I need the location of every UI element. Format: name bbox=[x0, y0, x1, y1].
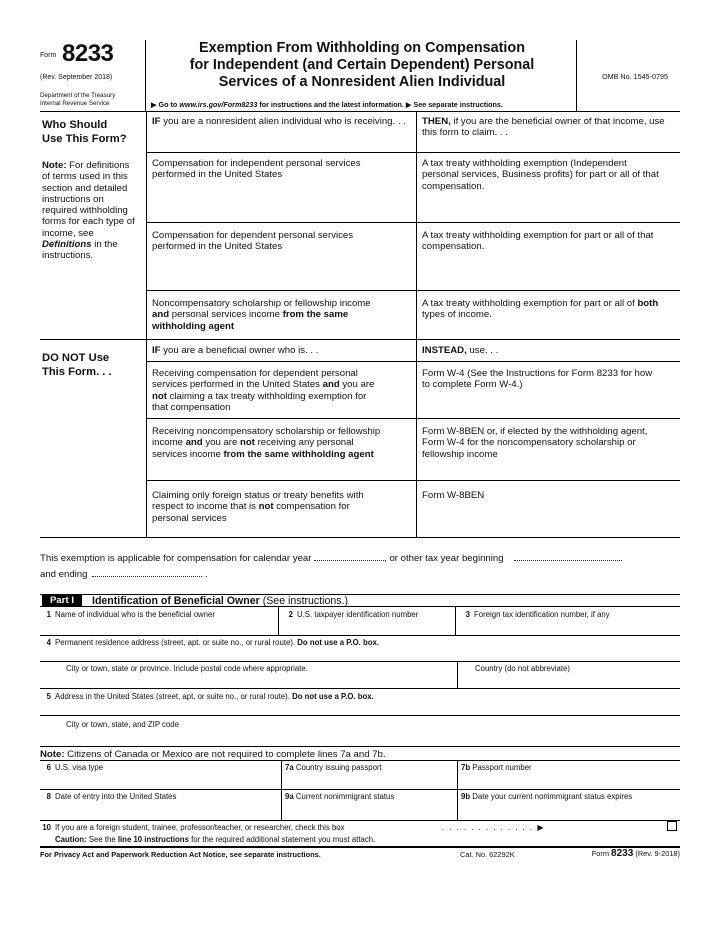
footer-rule bbox=[40, 846, 680, 848]
line6-label: 6 U.S. visa type bbox=[46, 763, 104, 772]
instead-header: INSTEAD, use. . . bbox=[422, 345, 499, 356]
line5-city-label: City or town, state, and ZIP code bbox=[66, 720, 179, 729]
department: Department of the Treasury Internal Revenue Service bbox=[40, 92, 116, 107]
table-divider-mid bbox=[416, 112, 417, 538]
row-rule bbox=[40, 661, 680, 662]
line10-dots: . . . . . . . . . . . . . ▶ bbox=[442, 823, 545, 832]
who-row3-right: A tax treaty withholding exemption for part or all of both types of income. bbox=[422, 298, 659, 321]
if-header: IF you are a nonresident alien individual who is receiving. . . bbox=[152, 116, 406, 127]
row-rule bbox=[40, 635, 680, 636]
donot-row1-right: Form W-4 (See the Instructions for Form 8233 for how to complete Form W-4.) bbox=[422, 368, 653, 391]
line10-label: 10 If you are a foreign student, trainee, professor/teacher, or researcher, check this box bbox=[42, 823, 345, 832]
donot-if-header: IF you are a beneficial owner who is. . . bbox=[152, 345, 319, 356]
donot-row3-right: Form W-8BEN bbox=[422, 490, 485, 501]
line9b-label: 9b Date your current nonimmigrant status expires bbox=[461, 792, 633, 801]
who-row3-left: Noncompensatory scholarship or fellowship income and personal services income from the same withholding agent bbox=[152, 298, 371, 332]
donot-row1-left: Receiving compensation for dependent personal services performed in the United States and you are not claiming a tax treaty withholding exemption for that compensation bbox=[152, 368, 375, 413]
row-line bbox=[146, 222, 680, 223]
who-row2-right: A tax treaty withholding exemption for part or all of that compensation. bbox=[422, 230, 654, 253]
privacy-notice: For Privacy Act and Paperwork Reduction Act Notice, see separate instructions. bbox=[40, 850, 321, 859]
row-rule bbox=[40, 820, 680, 821]
who-note: Note: For definitions of terms used in this section and detailed instructions on required withholding forms for each type of income, see Definitions in the instructions. bbox=[42, 160, 135, 262]
who-row1-right: A tax treaty withholding exemption (Independent personal services, Business profits) for part or all of that compensation. bbox=[422, 158, 659, 192]
row-line bbox=[146, 418, 680, 419]
form-header bbox=[40, 40, 680, 112]
form-word: Form bbox=[40, 52, 57, 59]
part1-tag: Part I bbox=[42, 595, 82, 607]
form-number: 8233 bbox=[62, 40, 114, 67]
row-line bbox=[146, 290, 680, 291]
row-line bbox=[146, 152, 680, 153]
row-line bbox=[146, 361, 680, 362]
part1-title: Identification of Beneficial Owner (See instructions.) bbox=[92, 595, 349, 607]
row-rule bbox=[40, 760, 680, 761]
catalog-number: Cat. No. 62292K bbox=[460, 850, 515, 859]
row-rule bbox=[40, 715, 680, 716]
form-title: Exemption From Withholding on Compensation for Independent (and Certain Dependent) Personal Services of a Nonresident Alien Individual bbox=[189, 40, 535, 90]
line3-label: 3 Foreign tax identification number, if any bbox=[465, 610, 610, 619]
donot-row3-left: Claiming only foreign status or treaty benefits with respect to income that is not compensation for personal services bbox=[152, 490, 364, 524]
then-header: THEN, if you are the beneficial owner of that income, use this form to claim. . . bbox=[422, 116, 665, 139]
line10-checkbox[interactable] bbox=[667, 821, 677, 831]
line7a-label: 7a Country issuing passport bbox=[285, 763, 382, 772]
exemption-period-line: This exemption is applicable for compensation for calendar year , or other tax year beginning bbox=[40, 552, 622, 564]
donot-row2-left: Receiving noncompensatory scholarship or fellowship income and you are not receiving any personal services income from the same withholding agent bbox=[152, 426, 381, 460]
who-should-use-heading: Who Should Use This Form? bbox=[42, 119, 127, 145]
line9a-label: 9a Current nonimmigrant status bbox=[285, 792, 395, 801]
line5-label: 5 Address in the United States (street, apt. or suite no., or rural route). Do not use a P.O. box. bbox=[46, 692, 374, 701]
row-rule bbox=[40, 688, 680, 689]
footer-form-id: Form 8233 (Rev. 9-2018) bbox=[591, 848, 680, 859]
line8-label: 8 Date of entry into the United States bbox=[46, 792, 177, 801]
form-8233-page bbox=[40, 40, 680, 859]
canada-mexico-note: Note: Citizens of Canada or Mexico are not required to complete lines 7a and 7b. bbox=[40, 749, 386, 760]
line4-city-label: City or town, state or province. Include postal code where appropriate. bbox=[66, 664, 308, 673]
col-divider bbox=[281, 760, 282, 820]
irs-url-link[interactable]: www.irs.gov/Form8233 bbox=[179, 100, 258, 109]
form-id-block bbox=[40, 40, 146, 112]
who-row1-left: Compensation for independent personal services performed in the United States bbox=[152, 158, 361, 181]
col-divider bbox=[457, 760, 458, 820]
col-divider bbox=[455, 607, 456, 635]
line4-label: 4 Permanent residence address (street, apt. or suite no., or rural route). Do not use a P.O. box. bbox=[46, 638, 380, 647]
row-line bbox=[146, 480, 680, 481]
tax-year-begin-field[interactable] bbox=[514, 552, 622, 561]
part1-header bbox=[40, 594, 680, 607]
who-row2-left: Compensation for dependent personal services performed in the United States bbox=[152, 230, 354, 253]
col-divider bbox=[457, 661, 458, 688]
col-divider bbox=[278, 607, 279, 635]
table-divider-left bbox=[146, 112, 147, 538]
form-title-block bbox=[147, 40, 577, 112]
line1-label: 1 Name of individual who is the beneficial owner bbox=[46, 610, 215, 619]
line4-country-label: Country (do not abbreviate) bbox=[475, 664, 570, 673]
tax-year-end-field[interactable] bbox=[92, 568, 202, 577]
do-not-use-heading: DO NOT Use This Form. . . bbox=[42, 352, 112, 378]
instructions-link-line: ▶ Go to www.irs.gov/Form8233 for instructions and the latest information. ▶ See separate instructions. bbox=[151, 100, 503, 109]
line10-caution: Caution: See the line 10 instructions for the required additional statement you must attach. bbox=[55, 835, 376, 844]
who-should-use-table bbox=[40, 112, 680, 538]
exemption-ending-line: and ending . bbox=[40, 569, 208, 580]
row-rule bbox=[40, 746, 680, 747]
calendar-year-field[interactable] bbox=[314, 552, 384, 561]
revision-date: (Rev. September 2018) bbox=[40, 74, 113, 81]
line2-label: 2 U.S. taxpayer identification number bbox=[288, 610, 419, 619]
section-line bbox=[40, 339, 680, 340]
line7b-label: 7b Passport number bbox=[461, 763, 532, 772]
row-rule bbox=[40, 789, 680, 790]
omb-number: OMB No. 1545-0795 bbox=[602, 72, 668, 81]
donot-row2-right: Form W-8BEN or, if elected by the withholding agent, Form W-4 for the noncompensatory scholarship or fellowship income bbox=[422, 426, 648, 460]
